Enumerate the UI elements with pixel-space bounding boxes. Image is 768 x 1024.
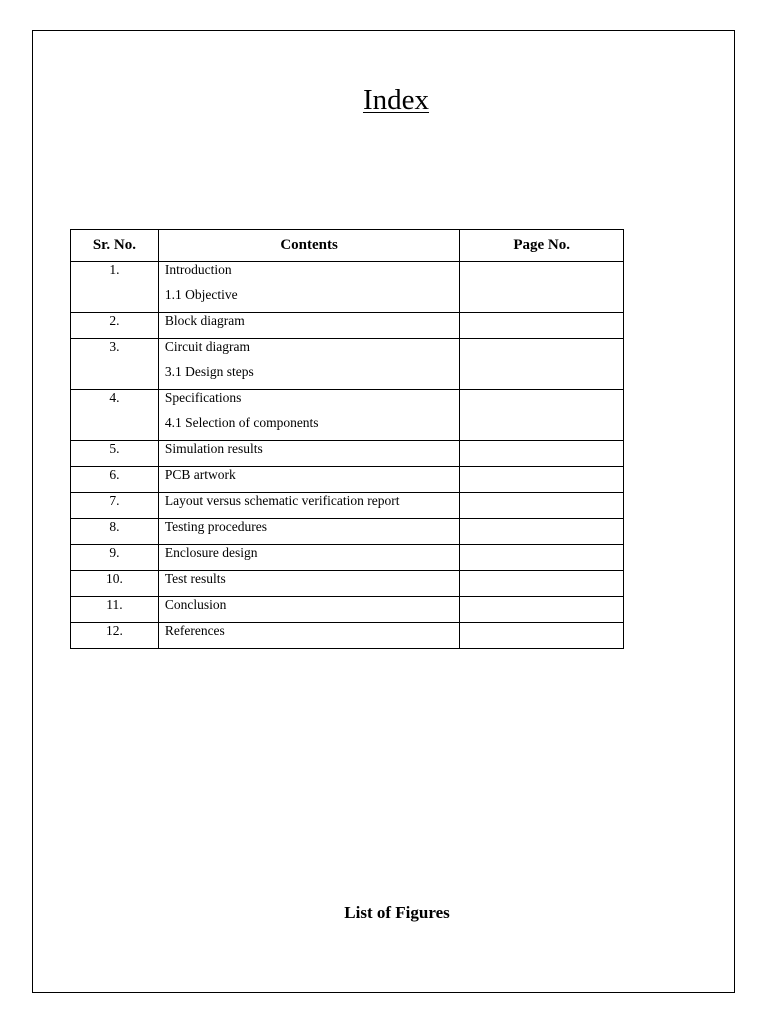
content-subitem: 1.1 Objective [164, 287, 238, 302]
row-page-no [460, 441, 624, 467]
content-item: PCB artwork [164, 467, 236, 482]
content-item: Layout versus schematic verification report [164, 493, 400, 508]
row-page-no [460, 571, 624, 597]
row-page-no [460, 545, 624, 571]
row-contents [158, 313, 459, 339]
row-page-no [460, 262, 624, 313]
list-of-figures-heading [0, 902, 768, 924]
content-item: Conclusion [164, 597, 227, 612]
row-sr-no [71, 623, 159, 649]
row-page-no [460, 493, 624, 519]
row-contents [158, 519, 459, 545]
header-page-no: Page No. [460, 230, 624, 262]
row-contents [158, 441, 459, 467]
row-contents [158, 545, 459, 571]
table-row [71, 313, 624, 339]
page-title [0, 82, 768, 118]
content-item: Test results [164, 571, 226, 586]
content-item: Introduction [164, 262, 232, 277]
row-sr-no [71, 571, 159, 597]
table-row [71, 467, 624, 493]
sr-no-text: 5. [109, 441, 120, 456]
page-title-text: Index [362, 84, 430, 116]
sr-no-text: 12. [105, 623, 123, 638]
table-row [71, 262, 624, 313]
table-row [71, 339, 624, 390]
sr-no-text: 11. [106, 597, 123, 612]
row-contents [158, 597, 459, 623]
content-item: Testing procedures [164, 519, 267, 534]
table-row [71, 493, 624, 519]
table-body [71, 262, 624, 649]
row-contents [158, 390, 459, 441]
row-contents [158, 262, 459, 313]
table-row [71, 571, 624, 597]
row-page-no [460, 519, 624, 545]
sr-no-text: 4. [109, 390, 120, 405]
header-contents: Contents [158, 230, 459, 262]
content-subitem: 3.1 Design steps [164, 364, 254, 379]
row-sr-no [71, 467, 159, 493]
table-row [71, 545, 624, 571]
row-sr-no [71, 262, 159, 313]
sr-no-text: 3. [109, 339, 120, 354]
content-item: Block diagram [164, 313, 245, 328]
content-item: Enclosure design [164, 545, 258, 560]
row-contents [158, 467, 459, 493]
row-page-no [460, 597, 624, 623]
header-sr-no: Sr. No. [71, 230, 159, 262]
content-item: Simulation results [164, 441, 263, 456]
row-sr-no [71, 441, 159, 467]
row-page-no [460, 390, 624, 441]
content-item: Specifications [164, 390, 242, 405]
row-contents [158, 493, 459, 519]
row-page-no [460, 339, 624, 390]
row-sr-no [71, 493, 159, 519]
row-contents [158, 623, 459, 649]
sr-no-text: 8. [109, 519, 120, 534]
row-page-no [460, 313, 624, 339]
index-table [70, 229, 624, 649]
sr-no-text: 9. [109, 545, 120, 560]
sr-no-text: 7. [109, 493, 120, 508]
sr-no-text: 10. [105, 571, 123, 586]
table-row [71, 390, 624, 441]
row-sr-no [71, 339, 159, 390]
row-sr-no [71, 597, 159, 623]
sr-no-text: 2. [109, 313, 120, 328]
row-page-no [460, 467, 624, 493]
content-item: References [164, 623, 225, 638]
sr-no-text: 6. [109, 467, 120, 482]
sr-no-text: 1. [109, 262, 120, 277]
row-sr-no [71, 519, 159, 545]
row-contents [158, 571, 459, 597]
table-row [71, 441, 624, 467]
row-contents [158, 339, 459, 390]
row-page-no [460, 623, 624, 649]
content-item: Circuit diagram [164, 339, 250, 354]
table-header-row [71, 230, 624, 262]
row-sr-no [71, 390, 159, 441]
table-row [71, 597, 624, 623]
content-subitem: 4.1 Selection of components [164, 415, 319, 430]
row-sr-no [71, 313, 159, 339]
list-of-figures-text: List of Figures [344, 903, 450, 922]
row-sr-no [71, 545, 159, 571]
table-row [71, 623, 624, 649]
table-row [71, 519, 624, 545]
